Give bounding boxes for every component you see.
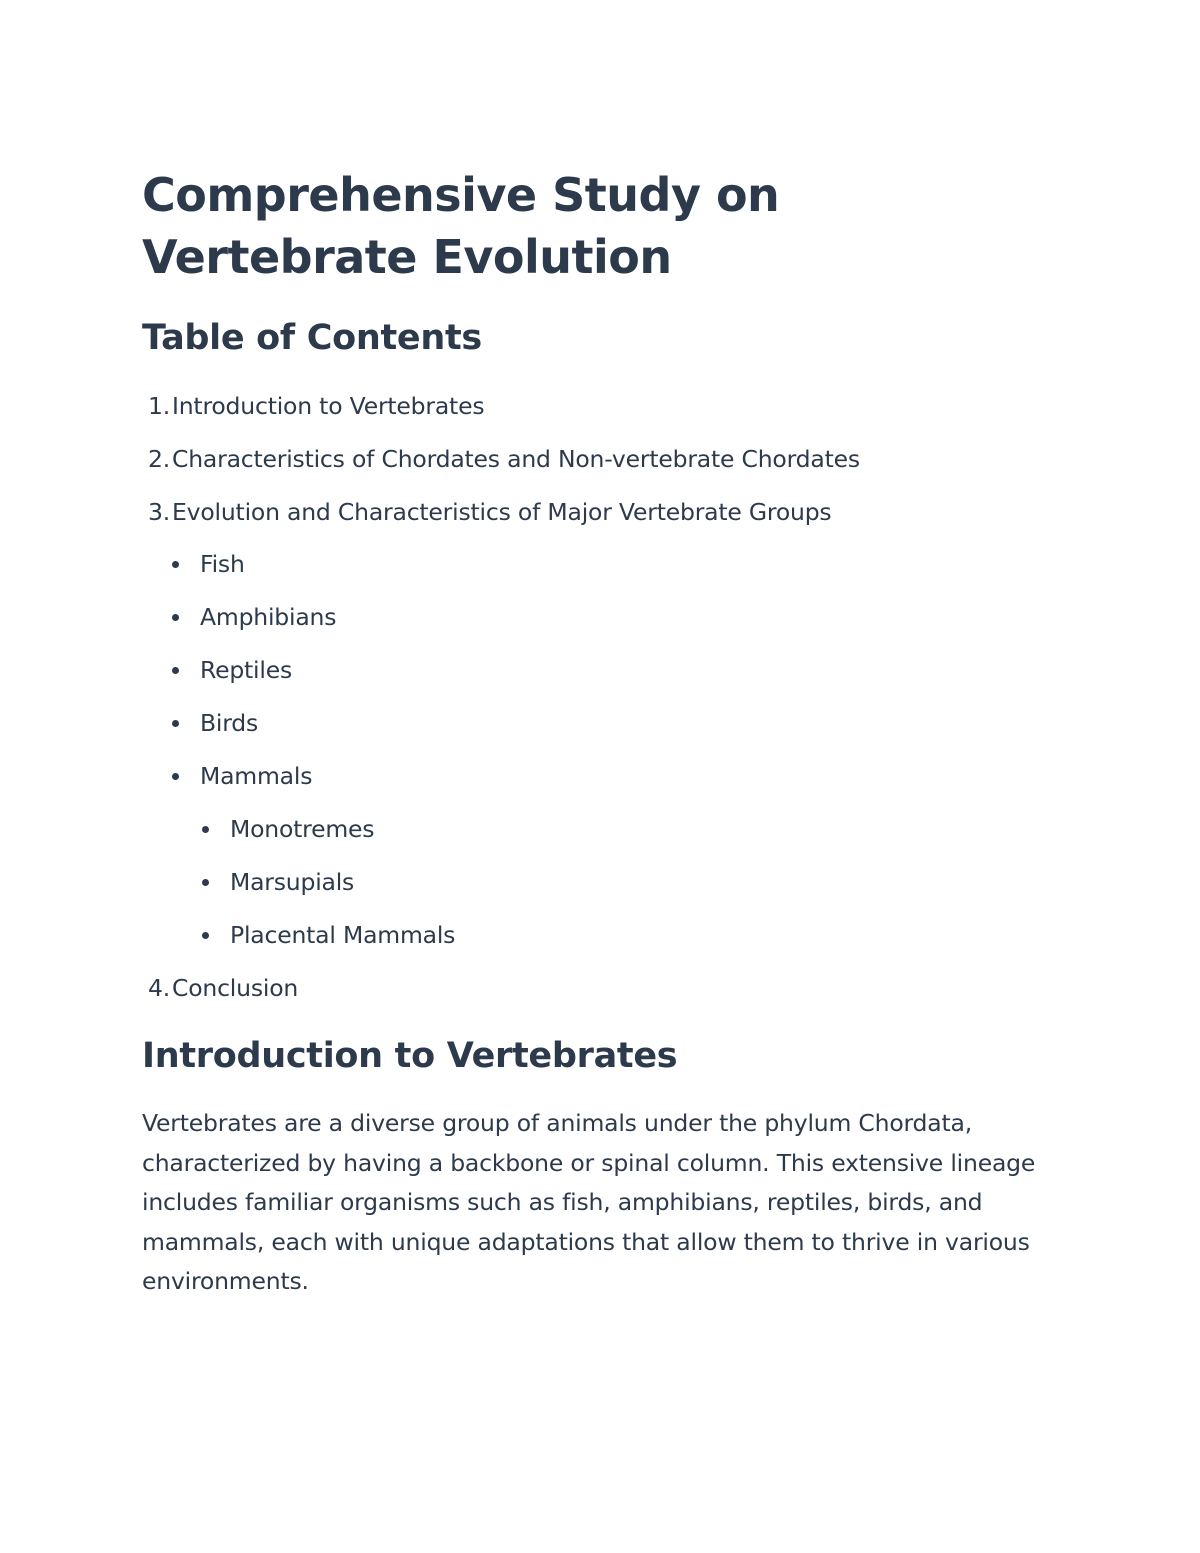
toc-item-number: 1. (147, 392, 170, 420)
toc-subitem-label: Fish (200, 550, 245, 578)
bullet-icon (172, 561, 179, 568)
toc-item-number: 3. (147, 498, 170, 526)
bullet-icon (202, 932, 209, 939)
toc-item-number: 2. (147, 445, 170, 473)
toc-item-conclusion (142, 972, 298, 1004)
section-heading-introduction: Introduction to Vertebrates (142, 1036, 678, 1076)
bullet-icon (172, 667, 179, 674)
toc-subsubitem-label: Monotremes (230, 815, 375, 843)
toc-subsubitem-marsupials (202, 866, 354, 898)
introduction-paragraph: Vertebrates are a diverse group of animals under the phylum Chordata, characterized by having a backbone or spinal column. This extensive lineage includes familiar organisms such as fish, amphibians, reptiles, birds, and mammals, each with unique adaptations that allow them to thrive in various environments. (142, 1109, 1036, 1295)
toc-subitem-label: Reptiles (200, 656, 293, 684)
toc-subitem-label: Birds (200, 709, 259, 737)
toc-item-number: 4. (147, 974, 170, 1002)
bullet-icon (202, 826, 209, 833)
toc-item-label: Characteristics of Chordates and Non-vertebrate Chordates (172, 445, 860, 473)
bullet-icon (172, 773, 179, 780)
toc-subitem-amphibians (172, 601, 336, 633)
toc-subitem-label: Mammals (200, 762, 313, 790)
toc-subsubitem-label: Marsupials (230, 868, 355, 896)
toc-item-label: Evolution and Characteristics of Major Vertebrate Groups (172, 498, 832, 526)
toc-item-chordates (142, 443, 860, 475)
toc-subsubitem-placental-mammals (202, 919, 455, 951)
document-title: Comprehensive Study on Vertebrate Evolution (142, 168, 780, 284)
toc-subitem-label: Amphibians (200, 603, 337, 631)
toc-subitem-birds (172, 707, 258, 739)
toc-subitem-mammals (172, 760, 312, 792)
toc-item-label: Introduction to Vertebrates (172, 392, 485, 420)
toc-item-introduction (142, 390, 484, 422)
toc-item-label: Conclusion (172, 974, 299, 1002)
bullet-icon (202, 879, 209, 886)
toc-subsubitem-label: Placental Mammals (230, 921, 456, 949)
bullet-icon (172, 614, 179, 621)
bullet-icon (172, 720, 179, 727)
toc-item-major-groups (142, 496, 831, 528)
toc-subsubitem-monotremes (202, 813, 374, 845)
toc-subitem-fish (172, 548, 245, 580)
toc-heading: Table of Contents (142, 318, 482, 358)
toc-subitem-reptiles (172, 654, 292, 686)
